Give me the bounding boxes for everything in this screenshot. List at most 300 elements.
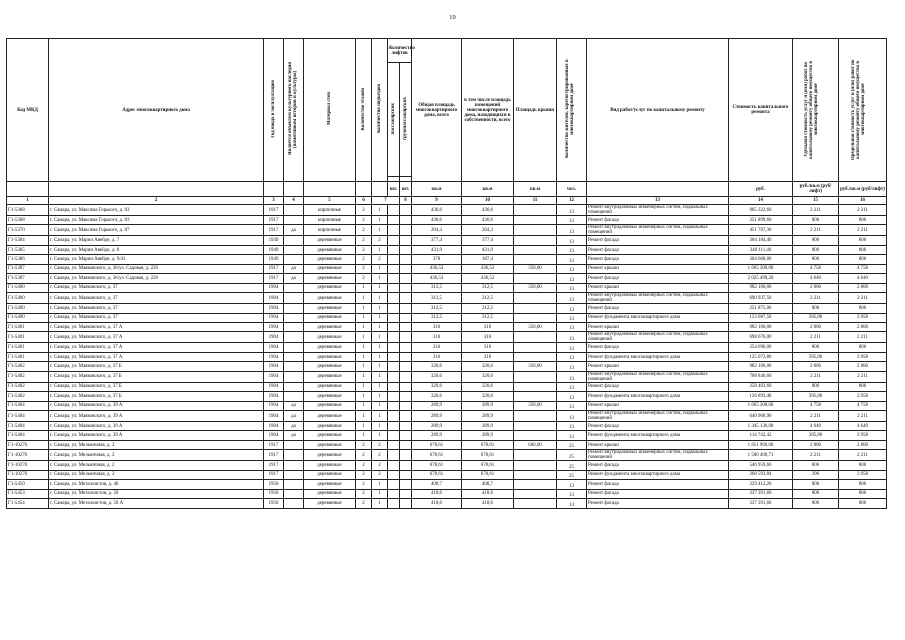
cell-max-cost: 3 958 [839, 352, 887, 361]
cell-area-total: 289,9 [412, 422, 462, 431]
cell-address: г. Самара, ул. Мельничная, д. 2 [49, 470, 264, 479]
cell-work: Ремонт крыши [587, 440, 729, 449]
capital-repair-table [6, 38, 887, 509]
cell-heritage [284, 352, 304, 361]
cell-area-total: 289,9 [412, 431, 462, 440]
cell-cost: 304 184,40 [729, 236, 793, 245]
cell-floors: 2 [356, 205, 372, 216]
cell-year: 1917 [264, 264, 284, 273]
cell-heritage [284, 392, 304, 401]
cell-heritage [284, 470, 304, 479]
cell-max-cost: 2 211 [839, 411, 887, 422]
cell-floors: 2 [356, 470, 372, 479]
cell-year: 1904 [264, 322, 284, 331]
cell-residents: 25 [557, 470, 587, 479]
cell-entrances: 1 [372, 322, 388, 331]
table-row [7, 313, 887, 322]
cell-max-cost: 3 958 [839, 392, 887, 401]
cell-unit-cost: 2 806 [793, 440, 839, 449]
cell-area-total: 320,6 [412, 392, 462, 401]
cell-lifts-pass [388, 255, 400, 264]
cell-work: Ремонт внутридомовых инженерных систем, подвальных помещений [587, 205, 729, 216]
cell-roof [514, 313, 557, 322]
cell-lifts-cargo [400, 489, 412, 498]
cell-entrances: 2 [372, 461, 388, 470]
cell-code: Г1-5404 [7, 431, 49, 440]
cell-cost: 351 899,60 [729, 216, 793, 225]
cell-address: г. Самара, ул. Марии Авейде, д. 9/41 [49, 255, 264, 264]
cell-lifts-cargo [400, 343, 412, 352]
cell-floors: 2 [356, 255, 372, 264]
cell-lifts-pass [388, 343, 400, 352]
cell-max-cost: 4 640 [839, 274, 887, 283]
cell-residents: 13 [557, 411, 587, 422]
cell-residents: 13 [557, 382, 587, 391]
cell-roof [514, 392, 557, 401]
cell-residents: 13 [557, 274, 587, 283]
cell-cost: 126 893,48 [729, 392, 793, 401]
cell-code: Г1-5400 [7, 304, 49, 313]
cell-max-cost: 806 [839, 461, 887, 470]
cell-unit-cost: 806 [793, 480, 839, 489]
cell-heritage [284, 371, 304, 382]
cell-area-owned: 320,6 [462, 371, 514, 382]
cell-max-cost: 3 958 [839, 470, 887, 479]
cell-lifts-cargo [400, 422, 412, 431]
cell-floors: 2 [356, 489, 372, 498]
cell-area-owned: 320,6 [462, 392, 514, 401]
cell-material: деревянные [304, 236, 356, 245]
cell-max-cost: 806 [839, 480, 887, 489]
cell-entrances: 1 [372, 225, 388, 236]
cell-address: г. Самара, ул. Маяковского, д. 37 Б [49, 362, 264, 371]
cell-address: г. Самара, ул. Маяковского, д. 36/ул. Садовая, д. 226 [49, 264, 264, 273]
table-row [7, 480, 887, 489]
cell-lifts-pass [388, 236, 400, 245]
cell-roof [514, 450, 557, 461]
cell-cost: 1 345 136,00 [729, 422, 793, 431]
cell-address: г. Самара, ул. Маяковского, д. 37 [49, 313, 264, 322]
cell-lifts-cargo [400, 255, 412, 264]
cell-floors: 1 [356, 343, 372, 352]
header-area-total: Общая площадь многоквартирного дома, всего [412, 39, 462, 182]
cell-lifts-cargo [400, 304, 412, 313]
cell-area-owned: 436,53 [462, 264, 514, 273]
cell-lifts-cargo [400, 322, 412, 331]
cell-material: деревянные [304, 245, 356, 254]
cell-roof [514, 352, 557, 361]
cell-heritage [284, 362, 304, 371]
cell-area-total: 436,6 [412, 205, 462, 216]
header-code: Код МКД [7, 39, 49, 182]
cell-cost: 123 687,50 [729, 313, 793, 322]
cell-code: Г1-5387 [7, 274, 49, 283]
cell-area-owned: 312,5 [462, 283, 514, 292]
cell-cost: 698 676,00 [729, 332, 793, 343]
cell-address: г. Самара, ул. Маяковского, д. 37 А [49, 332, 264, 343]
header-roof: Площадь крыши [514, 39, 557, 182]
cell-material: деревянные [304, 293, 356, 304]
cell-floors: 1 [356, 422, 372, 431]
cell-lifts-cargo [400, 470, 412, 479]
cell-unit-cost: 395,80 [793, 352, 839, 361]
cell-lifts-pass [388, 274, 400, 283]
cell-lifts-cargo [400, 245, 412, 254]
cell-lifts-cargo [400, 293, 412, 304]
cell-max-cost: 4 758 [839, 264, 887, 273]
cell-floors: 1 [356, 401, 372, 410]
table-row [7, 236, 887, 245]
cell-work: Ремонт внутридомовых инженерных систем, подвальных помещений [587, 293, 729, 304]
cell-lifts-cargo [400, 216, 412, 225]
cell-cost: 254 696,00 [729, 343, 793, 352]
cell-entrances: 1 [372, 313, 388, 322]
cell-code: Г1-5385 [7, 245, 49, 254]
cell-cost: 114 742,42 [729, 431, 793, 440]
cell-heritage [284, 450, 304, 461]
cell-area-total: 312,5 [412, 283, 462, 292]
cell-lifts-pass [388, 371, 400, 382]
cell-address: г. Самара, ул. Маяковского, д. 37 Б [49, 371, 264, 382]
cell-heritage: да [284, 401, 304, 410]
cell-max-cost: 2 211 [839, 450, 887, 461]
table-row [7, 304, 887, 313]
cell-material: деревянные [304, 313, 356, 322]
cell-max-cost: 806 [839, 245, 887, 254]
cell-lifts-cargo [400, 283, 412, 292]
cell-work: Ремонт фундамента многоквартирного дома [587, 352, 729, 361]
header-year: Год ввода в эксплуатацию [264, 39, 284, 182]
cell-work: Ремонт фундамента многоквартирного дома [587, 392, 729, 401]
cell-material: деревянные [304, 343, 356, 352]
cell-unit-cost: 395,80 [793, 392, 839, 401]
cell-max-cost: 806 [839, 304, 887, 313]
cell-lifts-cargo [400, 205, 412, 216]
cell-max-cost: 2 806 [839, 283, 887, 292]
cell-residents: 13 [557, 371, 587, 382]
cell-year: 1949 [264, 236, 284, 245]
cell-area-owned: 289,9 [462, 422, 514, 431]
cell-lifts-pass [388, 470, 400, 479]
cell-heritage [284, 283, 304, 292]
cell-unit-cost: 395,80 [793, 313, 839, 322]
cell-code: Г1-5400 [7, 283, 49, 292]
cell-heritage: да [284, 274, 304, 283]
cell-residents: 13 [557, 480, 587, 489]
cell-work: Ремонт фасада [587, 489, 729, 498]
cell-material: деревянные [304, 264, 356, 273]
cell-area-owned: 678,61 [462, 461, 514, 470]
cell-residents: 13 [557, 283, 587, 292]
cell-unit-cost: 2 211 [793, 293, 839, 304]
header-lifts: Количество лифтов [388, 39, 412, 63]
cell-address: г. Самара, ул. Маяковского, д. 37 [49, 283, 264, 292]
cell-area-total: 312,5 [412, 313, 462, 322]
cell-entrances: 1 [372, 332, 388, 343]
cell-floors: 2 [356, 450, 372, 461]
cell-work: Ремонт фундамента многоквартирного дома [587, 313, 729, 322]
cell-area-total: 320,6 [412, 382, 462, 391]
cell-area-total: 289,9 [412, 401, 462, 410]
cell-roof [514, 205, 557, 216]
cell-area-total: 436,53 [412, 264, 462, 273]
cell-heritage [284, 313, 304, 322]
cell-heritage: да [284, 422, 304, 431]
cell-material: деревянные [304, 499, 356, 508]
table-row [7, 440, 887, 449]
cell-work: Ремонт фундамента многоквартирного дома [587, 431, 729, 440]
table-row [7, 332, 887, 343]
cell-area-owned: 678,61 [462, 440, 514, 449]
cell-max-cost: 806 [839, 382, 887, 391]
cell-material: деревянные [304, 352, 356, 361]
cell-code: Г1-5450 [7, 480, 49, 489]
cell-roof: 660,00 [514, 440, 557, 449]
cell-heritage [284, 440, 304, 449]
cell-lifts-pass [388, 461, 400, 470]
cell-cost: 1 665 300,00 [729, 401, 793, 410]
header-work: Вид работ/услуг по капитальному ремонту [587, 39, 729, 182]
cell-heritage: да [284, 264, 304, 273]
cell-area-owned: 431,9 [462, 245, 514, 254]
table-row [7, 205, 887, 216]
cell-lifts-cargo [400, 274, 412, 283]
cell-entrances: 1 [372, 499, 388, 508]
cell-roof [514, 225, 557, 236]
cell-work: Ремонт фундамента многоквартирного дома [587, 470, 729, 479]
cell-max-cost: 4 758 [839, 401, 887, 410]
cell-work: Ремонт фасада [587, 480, 729, 489]
cell-roof [514, 382, 557, 391]
cell-entrances: 1 [372, 205, 388, 216]
cell-unit-cost: 806 [793, 216, 839, 225]
cell-address: г. Самара, ул. Максима Горького, д. 83 [49, 205, 264, 216]
cell-entrances: 2 [372, 236, 388, 245]
cell-material: деревянные [304, 401, 356, 410]
table-row [7, 422, 887, 431]
cell-floors: 1 [356, 332, 372, 343]
cell-heritage [284, 461, 304, 470]
cell-roof [514, 411, 557, 422]
cell-entrances: 1 [372, 431, 388, 440]
cell-address: г. Самара, ул. Маяковского, д. 39 А [49, 411, 264, 422]
cell-address: г. Самара, ул. Мельничная, д. 2 [49, 450, 264, 461]
cell-address: г. Самара, ул. Металлистов, д. 46 [49, 480, 264, 489]
cell-year: 1917 [264, 205, 284, 216]
cell-entrances: 1 [372, 216, 388, 225]
cell-residents: 13 [557, 216, 587, 225]
cell-residents: 13 [557, 343, 587, 352]
cell-floors: 2 [356, 274, 372, 283]
cell-area-total: 378 [412, 255, 462, 264]
cell-area-total: 204,3 [412, 225, 462, 236]
cell-address: г. Самара, ул. Маяковского, д. 37 [49, 293, 264, 304]
cell-material: деревянные [304, 304, 356, 313]
cell-address: г. Самара, ул. Маяковского, д. 37 А [49, 352, 264, 361]
cell-roof: 350,00 [514, 283, 557, 292]
cell-area-owned: 204,3 [462, 225, 514, 236]
table-row [7, 489, 887, 498]
cell-residents: 13 [557, 304, 587, 313]
cell-heritage [284, 255, 304, 264]
cell-floors: 1 [356, 293, 372, 304]
cell-work: Ремонт фасада [587, 382, 729, 391]
cell-code: Г1-5404 [7, 411, 49, 422]
cell-entrances: 1 [372, 274, 388, 283]
cell-max-cost: 2 211 [839, 332, 887, 343]
cell-material: деревянные [304, 362, 356, 371]
cell-code: Г1-5401 [7, 343, 49, 352]
cell-address: г. Самара, ул. Маяковского, д. 37 Б [49, 382, 264, 391]
cell-floors: 2 [356, 225, 372, 236]
cell-entrances: 1 [372, 362, 388, 371]
cell-residents: 13 [557, 431, 587, 440]
cell-code: Г1-5368 [7, 216, 49, 225]
cell-area-total: 377,4 [412, 236, 462, 245]
cell-year: 1917 [264, 225, 284, 236]
table-row [7, 461, 887, 470]
cell-area-owned: 418,6 [462, 489, 514, 498]
cell-address: г. Самара, ул. Маяковского, д. 37 Б [49, 392, 264, 401]
cell-year: 1904 [264, 392, 284, 401]
cell-lifts-cargo [400, 225, 412, 236]
cell-area-owned: 436,53 [462, 274, 514, 283]
cell-heritage [284, 332, 304, 343]
cell-roof [514, 343, 557, 352]
cell-unit-cost: 2 806 [793, 362, 839, 371]
cell-material: деревянные [304, 283, 356, 292]
cell-lifts-pass [388, 401, 400, 410]
cell-residents: 13 [557, 225, 587, 236]
cell-code: Г1-5402 [7, 392, 49, 401]
cell-cost: 337 391,60 [729, 499, 793, 508]
table-row [7, 371, 887, 382]
cell-lifts-cargo [400, 382, 412, 391]
cell-residents: 13 [557, 352, 587, 361]
cell-area-owned: 312,5 [462, 313, 514, 322]
header-lifts-cargo: грузопассажирских [400, 63, 412, 177]
cell-area-total: 436,53 [412, 274, 462, 283]
page-number: 19 [449, 14, 456, 21]
cell-code: Г1-10270 [7, 470, 49, 479]
cell-area-total: 316 [412, 352, 462, 361]
cell-max-cost: 806 [839, 343, 887, 352]
cell-address: г. Самара, ул. Марии Авейде, д. 8 [49, 245, 264, 254]
cell-cost: 690 937,50 [729, 293, 793, 304]
cell-work: Ремонт фасада [587, 255, 729, 264]
cell-lifts-pass [388, 352, 400, 361]
cell-max-cost: 2 806 [839, 440, 887, 449]
cell-year: 1904 [264, 362, 284, 371]
table-row [7, 401, 887, 410]
cell-heritage [284, 343, 304, 352]
cell-roof [514, 480, 557, 489]
cell-max-cost: 3 958 [839, 313, 887, 322]
cell-entrances: 2 [372, 440, 388, 449]
cell-heritage [284, 382, 304, 391]
cell-year: 1904 [264, 313, 284, 322]
cell-residents: 13 [557, 422, 587, 431]
cell-cost: 251 875,00 [729, 304, 793, 313]
cell-area-owned: 289,9 [462, 401, 514, 410]
cell-cost: 2 025 499,20 [729, 274, 793, 283]
cell-entrances: 2 [372, 450, 388, 461]
cell-lifts-pass [388, 225, 400, 236]
table-row [7, 392, 887, 401]
cell-cost: 640 968,90 [729, 411, 793, 422]
cell-lifts-pass [388, 499, 400, 508]
cell-residents: 13 [557, 293, 587, 304]
cell-year: 1917 [264, 274, 284, 283]
cell-residents: 13 [557, 489, 587, 498]
cell-area-total: 289,9 [412, 411, 462, 422]
cell-material: деревянные [304, 461, 356, 470]
cell-cost: 329 412,20 [729, 480, 793, 489]
header-floors: Количество этажей [356, 39, 372, 182]
cell-max-cost: 806 [839, 216, 887, 225]
table-row [7, 450, 887, 461]
header-max-cost: Предельная стоимость услуг и (или) работ по капитальному ремонту общего имущества в многоквартирном доме [839, 39, 887, 182]
cell-max-cost: 2 806 [839, 362, 887, 371]
cell-unit-cost: 2 211 [793, 225, 839, 236]
cell-unit-cost: 806 [793, 382, 839, 391]
cell-heritage [284, 304, 304, 313]
cell-unit-cost: 395,80 [793, 431, 839, 440]
cell-roof [514, 461, 557, 470]
cell-year: 1950 [264, 489, 284, 498]
cell-material: деревянные [304, 489, 356, 498]
cell-material: деревянные [304, 274, 356, 283]
cell-max-cost: 4 640 [839, 422, 887, 431]
cell-entrances: 1 [372, 371, 388, 382]
cell-year: 1917 [264, 450, 284, 461]
cell-area-total: 408,7 [412, 480, 462, 489]
header-heritage: Является объектом культурного наследия (памятником истории и культуры) [284, 39, 304, 182]
cell-cost: 451 707,30 [729, 225, 793, 236]
table-row [7, 343, 887, 352]
cell-work: Ремонт фасада [587, 236, 729, 245]
cell-heritage [284, 489, 304, 498]
cell-year: 1949 [264, 255, 284, 264]
cell-roof [514, 304, 557, 313]
cell-year: 1904 [264, 304, 284, 313]
cell-max-cost: 2 211 [839, 225, 887, 236]
cell-entrances: 1 [372, 422, 388, 431]
cell-residents: 13 [557, 313, 587, 322]
cell-year: 1904 [264, 411, 284, 422]
cell-year: 1904 [264, 343, 284, 352]
cell-cost: 348 111,40 [729, 245, 793, 254]
cell-material: деревянные [304, 332, 356, 343]
cell-code: Г1-5402 [7, 382, 49, 391]
cell-cost: 965 322,60 [729, 205, 793, 216]
cell-lifts-cargo [400, 411, 412, 422]
cell-lifts-cargo [400, 440, 412, 449]
cell-floors: 2 [356, 440, 372, 449]
cell-entrances: 1 [372, 480, 388, 489]
cell-heritage: да [284, 225, 304, 236]
header-address: Адрес многоквартирного дома [49, 39, 264, 182]
cell-lifts-pass [388, 411, 400, 422]
cell-area-owned: 320,6 [462, 382, 514, 391]
cell-unit-cost: 806 [793, 236, 839, 245]
cell-max-cost: 2 806 [839, 322, 887, 331]
cell-lifts-cargo [400, 401, 412, 410]
cell-area-owned: 678,61 [462, 450, 514, 461]
cell-roof: 350,00 [514, 322, 557, 331]
cell-entrances: 1 [372, 343, 388, 352]
cell-year: 1917 [264, 216, 284, 225]
